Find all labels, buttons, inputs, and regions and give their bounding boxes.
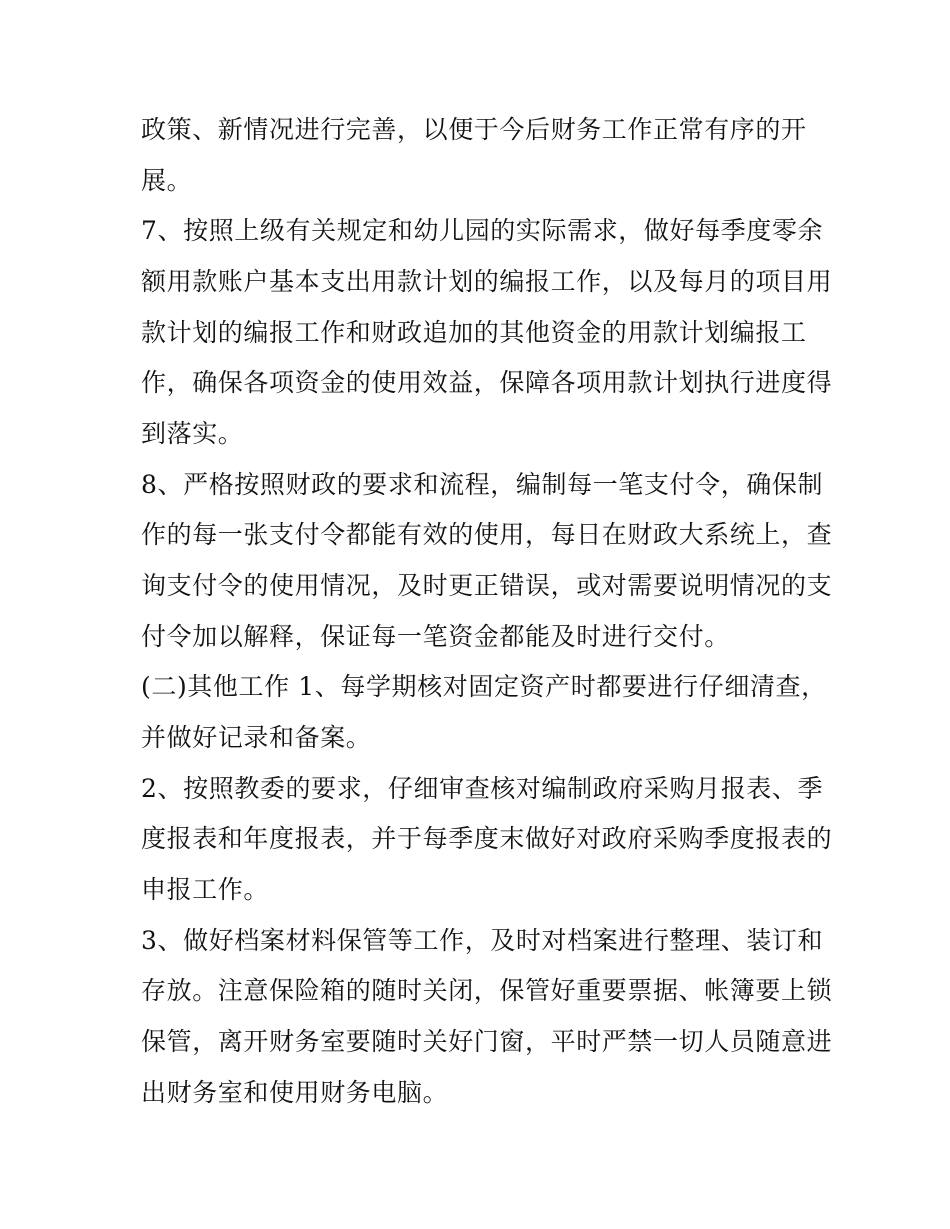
text-line: 保管，离开财务室要随时关好门窗，平时严禁一切人员随意进 <box>141 1027 833 1056</box>
text-line: (二)其他工作 1、每学期核对固定资产时都要进行仔细清查， <box>141 672 827 701</box>
text-line: 付令加以解释，保证每一笔资金都能及时进行交付。 <box>141 622 730 651</box>
text-line: 款计划的编报工作和财政追加的其他资金的用款计划编报工 <box>141 318 807 347</box>
text-line: 出财务室和使用财务电脑。 <box>141 1078 449 1107</box>
text-line: 3、做好档案材料保管等工作，及时对档案进行整理、装订和 <box>141 926 824 955</box>
text-line: 度报表和年度报表，并于每季度末做好对政府采购季度报表的 <box>141 824 833 853</box>
text-line: 作，确保各项资金的使用效益，保障各项用款计划执行进度得 <box>141 368 833 397</box>
text-line: 询支付令的使用情况，及时更正错误，或对需要说明情况的支 <box>141 571 833 600</box>
text-line: 并做好记录和备案。 <box>141 723 372 752</box>
text-line: 2、按照教委的要求，仔细审查核对编制政府采购月报表、季 <box>141 774 824 803</box>
text-line: 展。 <box>141 166 193 195</box>
text-line: 存放。注意保险箱的随时关闭，保管好重要票据、帐簿要上锁 <box>141 976 833 1005</box>
text-line: 7、按照上级有关规定和幼儿园的实际需求，做好每季度零余 <box>141 216 824 245</box>
text-line: 额用款账户基本支出用款计划的编报工作，以及每月的项目用 <box>141 267 833 296</box>
text-line: 到落实。 <box>141 419 244 448</box>
text-line: 作的每一张支付令都能有效的使用，每日在财政大系统上，查 <box>141 520 833 549</box>
text-line: 政策、新情况进行完善，以便于今后财务工作正常有序的开 <box>141 115 807 144</box>
text-line: 申报工作。 <box>141 875 270 904</box>
text-line: 8、严格按照财政的要求和流程，编制每一笔支付令，确保制 <box>141 470 824 499</box>
